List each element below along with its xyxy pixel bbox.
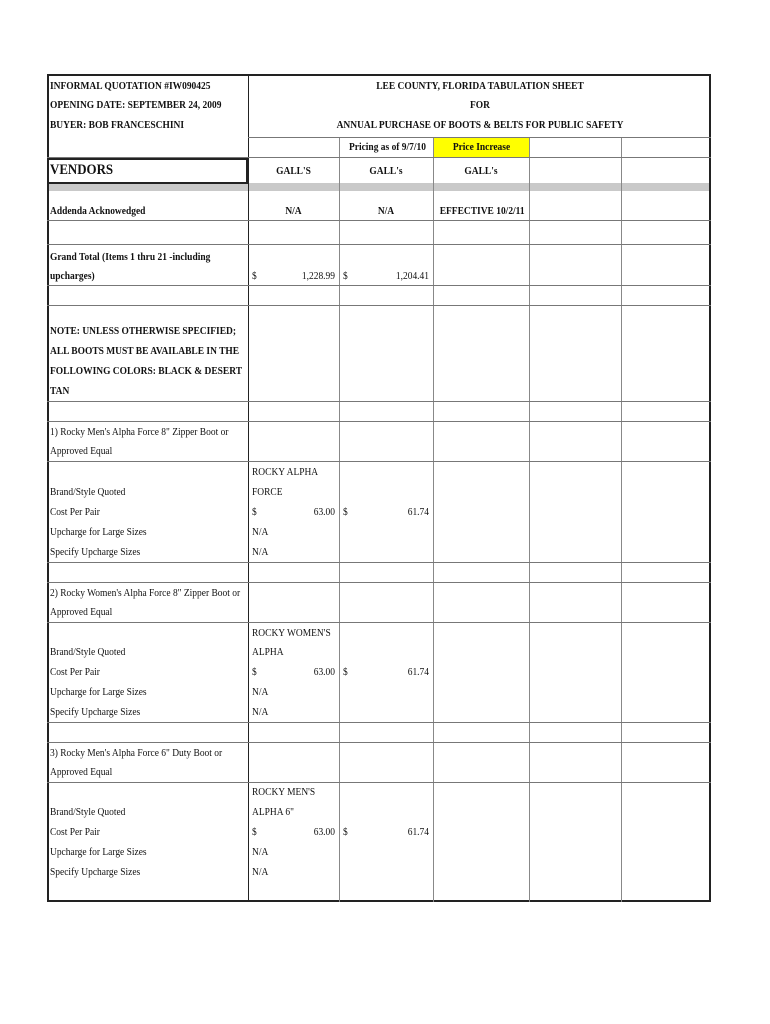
row-line (47, 285, 711, 286)
item-1-specify-label: Specify Upcharge Sizes (50, 546, 141, 558)
vendor-col-1: GALL'S (276, 165, 311, 177)
row-line (47, 782, 711, 783)
item-3-currency-1: $ (252, 826, 257, 838)
sheet-subject: ANNUAL PURCHASE OF BOOTS & BELTS FOR PUBLIC SAFETY (336, 119, 624, 131)
row-line (248, 137, 711, 138)
item-1-brand-2: FORCE (252, 486, 283, 498)
item-3-brand-2: ALPHA 6" (252, 806, 294, 818)
row-line (47, 722, 711, 723)
item-2-title: 2) Rocky Women's Alpha Force 8" Zipper Boot or (50, 587, 241, 599)
row-line (47, 582, 711, 583)
quotation-number: INFORMAL QUOTATION #IW090425 (50, 80, 211, 92)
item-2-cost-2: 61.74 (407, 666, 429, 678)
addenda-col-3: EFFECTIVE 10/2/11 (439, 205, 525, 217)
col-divider-3 (433, 137, 434, 902)
addenda-col-1: N/A (285, 205, 302, 217)
item-1-brand-label: Brand/Style Quoted (50, 486, 126, 498)
row-line (47, 742, 711, 743)
row-line (47, 244, 711, 245)
item-1-currency-2: $ (343, 506, 348, 518)
item-3-specify: N/A (252, 866, 269, 878)
item-2-upcharge-label: Upcharge for Large Sizes (50, 686, 147, 698)
grand-total-currency-2: $ (343, 270, 348, 282)
grand-total-col-1: 1,228.99 (301, 270, 335, 282)
grand-total-label-1: Grand Total (Items 1 thru 21 -including (50, 251, 211, 263)
item-2-title-2: Approved Equal (50, 606, 113, 618)
price-increase-label: Price Increase (452, 141, 511, 153)
item-1-specify: N/A (252, 546, 269, 558)
item-2-brand-1: ROCKY WOMEN'S (252, 627, 331, 639)
item-3-currency-2: $ (343, 826, 348, 838)
addenda-col-2: N/A (377, 205, 395, 217)
item-2-cost-label: Cost Per Pair (50, 666, 100, 678)
item-1-title: 1) Rocky Men's Alpha Force 8" Zipper Boot or (50, 426, 229, 438)
item-1-upcharge: N/A (252, 526, 269, 538)
grand-total-col-2: 1,204.41 (395, 270, 429, 282)
item-2-cost-1: 63.00 (313, 666, 335, 678)
row-line (47, 220, 711, 221)
row-line (47, 562, 711, 563)
item-3-upcharge-label: Upcharge for Large Sizes (50, 846, 147, 858)
item-3-cost-label: Cost Per Pair (50, 826, 100, 838)
item-3-cost-2: 61.74 (407, 826, 429, 838)
item-2-currency-1: $ (252, 666, 257, 678)
row-line (47, 401, 711, 402)
buyer: BUYER: BOB FRANCESCHINI (50, 119, 185, 131)
note-line-3: FOLLOWING COLORS: BLACK & DESERT (50, 365, 243, 377)
item-2-specify: N/A (252, 706, 269, 718)
item-1-currency-1: $ (252, 506, 257, 518)
item-1-upcharge-label: Upcharge for Large Sizes (50, 526, 147, 538)
item-3-cost-1: 63.00 (313, 826, 335, 838)
row-line (47, 461, 711, 462)
item-1-brand-1: ROCKY ALPHA (252, 466, 319, 478)
item-3-brand-1: ROCKY MEN'S (252, 786, 316, 798)
item-3-brand-label: Brand/Style Quoted (50, 806, 126, 818)
item-2-currency-2: $ (343, 666, 348, 678)
col-divider-5 (621, 137, 622, 902)
col-divider-1 (248, 74, 249, 902)
grand-total-currency-1: $ (252, 270, 257, 282)
item-1-title-2: Approved Equal (50, 445, 113, 457)
vendor-col-3: GALL's (464, 165, 498, 177)
grand-total-label-2: upcharges) (50, 270, 95, 282)
item-2-brand-label: Brand/Style Quoted (50, 646, 126, 658)
sheet-title-for: FOR (470, 99, 490, 111)
item-2-upcharge: N/A (252, 686, 269, 698)
item-3-title: 3) Rocky Men's Alpha Force 6" Duty Boot or (50, 747, 223, 759)
item-3-title-2: Approved Equal (50, 766, 113, 778)
vendors-label: VENDORS (50, 162, 114, 178)
pricing-date-label: Pricing as of 9/7/10 (349, 141, 426, 153)
row-line (47, 305, 711, 306)
item-3-upcharge: N/A (252, 846, 269, 858)
sheet-frame (47, 74, 711, 902)
item-2-brand-2: ALPHA (252, 646, 284, 658)
opening-date: OPENING DATE: SEPTEMBER 24, 2009 (50, 99, 222, 111)
vendor-col-2: GALL's (369, 165, 403, 177)
item-1-cost-2: 61.74 (407, 506, 429, 518)
row-line (47, 622, 711, 623)
col-divider-2 (339, 137, 340, 902)
item-2-specify-label: Specify Upcharge Sizes (50, 706, 141, 718)
row-line (47, 421, 711, 422)
item-1-cost-label: Cost Per Pair (50, 506, 100, 518)
note-line-4: TAN (50, 385, 70, 397)
note-line-2: ALL BOOTS MUST BE AVAILABLE IN THE (50, 345, 240, 357)
item-3-specify-label: Specify Upcharge Sizes (50, 866, 141, 878)
note-line-1: NOTE: UNLESS OTHERWISE SPECIFIED; (50, 325, 237, 337)
item-1-cost-1: 63.00 (313, 506, 335, 518)
sheet-title: LEE COUNTY, FLORIDA TABULATION SHEET (376, 80, 584, 92)
addenda-label: Addenda Acknowedged (50, 205, 146, 217)
col-divider-4 (529, 137, 530, 902)
